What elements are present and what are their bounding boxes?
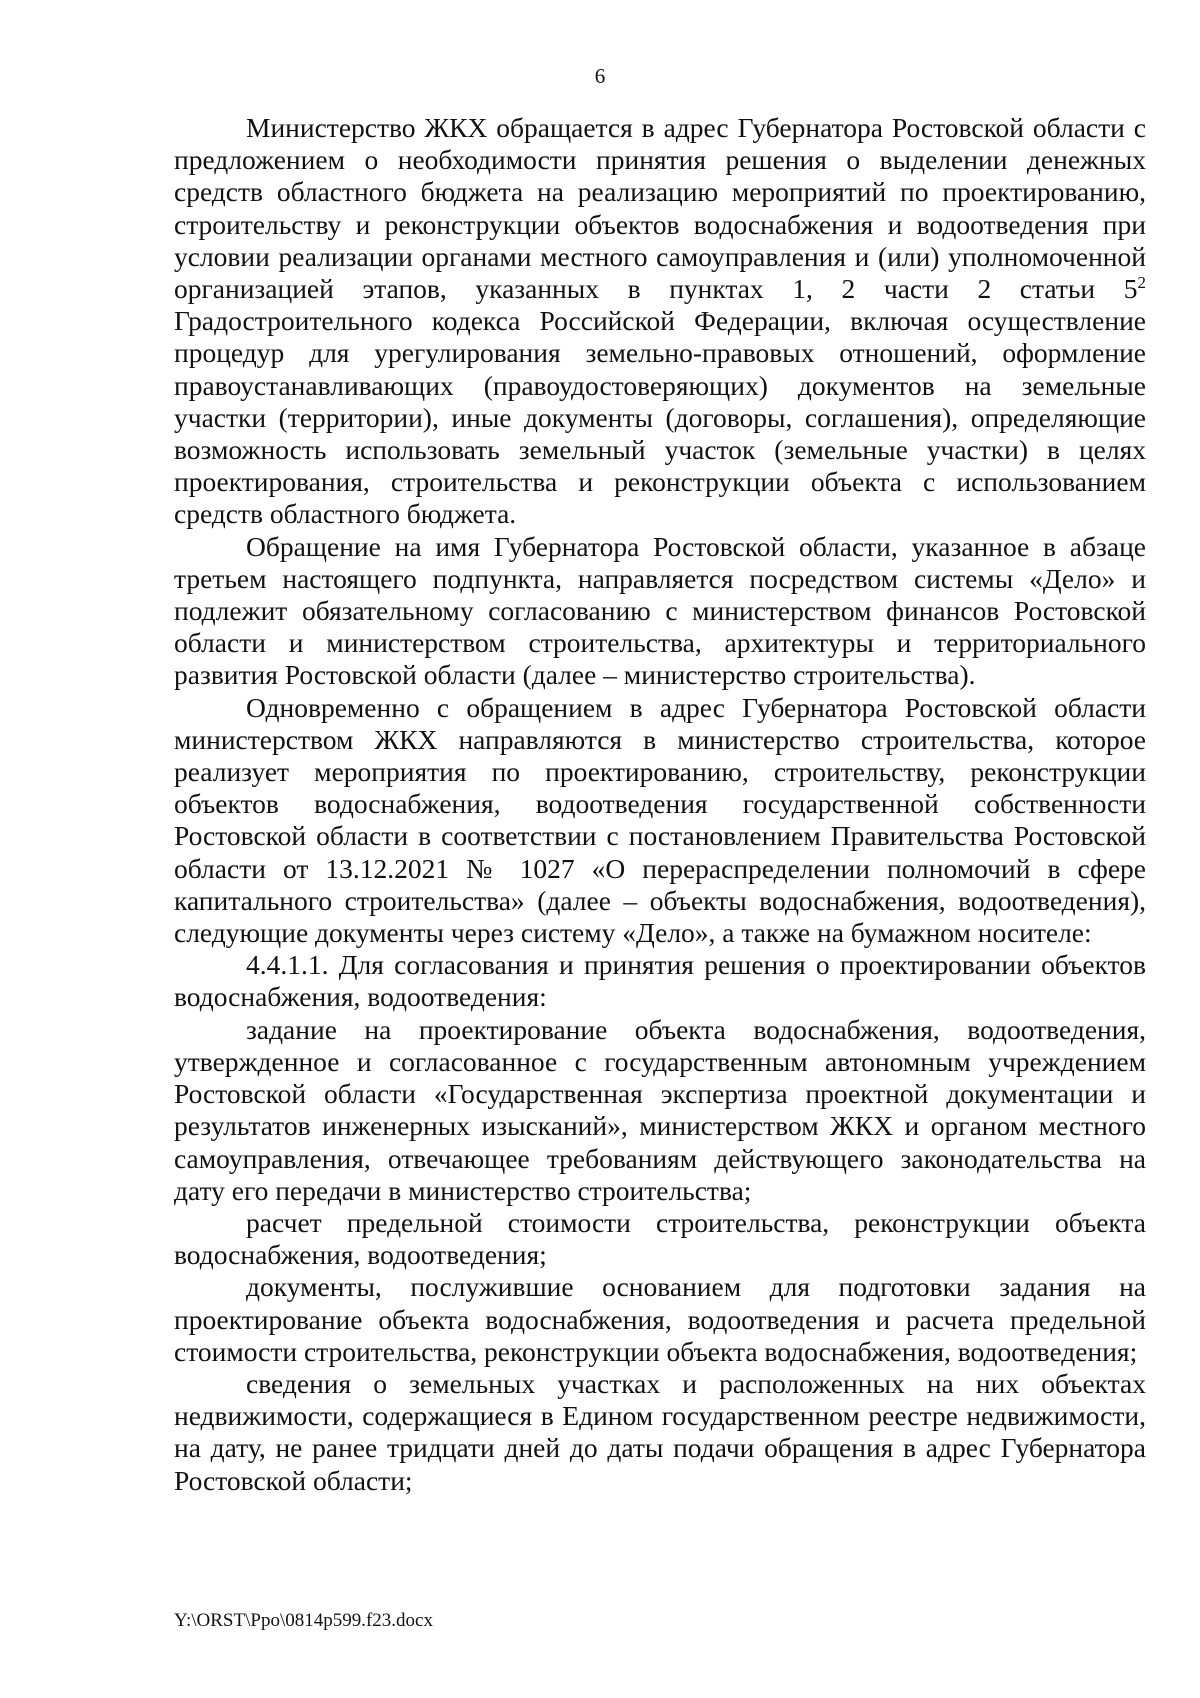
paragraph-item-4-4-1-1: 4.4.1.1. Для согласования и принятия решения о проектировании объектов водоснабжения, водоотведения: xyxy=(174,949,1146,1013)
paragraph-ministry-appeal xyxy=(174,112,1146,531)
article-superscript: 2 xyxy=(1137,273,1146,293)
paragraph-text-part-2: Градостроительного кодекса Российской Федерации, включая осуществление процедур для урегулирования земельно-правовых отношений, оформление правоустанавливающих (правоудостоверяющих) документов на земельные участки (территории), иные документы (договоры, соглашения), определяющие возможность использовать земельный участок (земельные участки) в целях проектирования, строительства и реконструкции объекта с использованием средств областного бюджета. xyxy=(174,305,1146,530)
footer-file-path: Y:\ORST\Ppo\0814p599.f23.docx xyxy=(174,1610,433,1631)
paragraph-simultaneous-documents: Одновременно с обращением в адрес Губернатора Ростовской области министерством ЖКХ направляются в министерство строительства, которое реализует мероприятия по проектированию, строительству, реконструкции объектов водоснабжения, водоотведения государственной собственности Ростовской области в соответствии с постановлением Правительства Ростовской области от 13.12.2021 № 1027 «О перераспределении полномочий в сфере капитального строительства» (далее – объекты водоснабжения, водоотведения), следующие документы через систему «Дело», а также на бумажном носителе: xyxy=(174,691,1146,949)
paragraph-basis-documents: документы, послужившие основанием для подготовки задания на проектирование объекта водоснабжения, водоотведения и расчета предельной стоимости строительства, реконструкции объекта водоснабжения, водоотведения; xyxy=(174,1271,1146,1367)
paragraph-text-part-1: Министерство ЖКХ обращается в адрес Губернатора Ростовской области с предложением о необходимости принятия решения о выделении денежных средств областного бюджета на реализацию мероприятий по проектированию, строительству и реконструкции объектов водоснабжения и водоотведения при условии реализации органами местного самоуправления и (или) уполномоченной организацией этапов, указанных в пунктах 1, 2 части 2 статьи 5 xyxy=(174,112,1146,305)
paragraph-design-assignment: задание на проектирование объекта водоснабжения, водоотведения, утвержденное и согласованное с государственным автономным учреждением Ростовской области «Государственная экспертиза проектной документации и результатов инженерных изысканий», министерством ЖКХ и органом местного самоуправления, отвечающее требованиям действующего законодательства на дату его передачи в министерство строительства; xyxy=(174,1013,1146,1206)
document-body xyxy=(174,112,1146,1497)
paragraph-governor-appeal: Обращение на имя Губернатора Ростовской области, указанное в абзаце третьем настоящего подпункта, направляется посредством системы «Дело» и подлежит обязательному согласованию с министерством финансов Ростовской области и министерством строительства, архитектуры и территориального развития Ростовской области (далее – министерство строительства). xyxy=(174,530,1146,691)
paragraph-land-info: сведения о земельных участках и расположенных на них объектах недвижимости, содержащиеся в Едином государственном реестре недвижимости, на дату, не ранее тридцати дней до даты подачи обращения в адрес Губернатора Ростовской области; xyxy=(174,1367,1146,1496)
paragraph-cost-calculation: расчет предельной стоимости строительства, реконструкции объекта водоснабжения, водоотведения; xyxy=(174,1206,1146,1271)
page-number: 6 xyxy=(594,64,606,88)
